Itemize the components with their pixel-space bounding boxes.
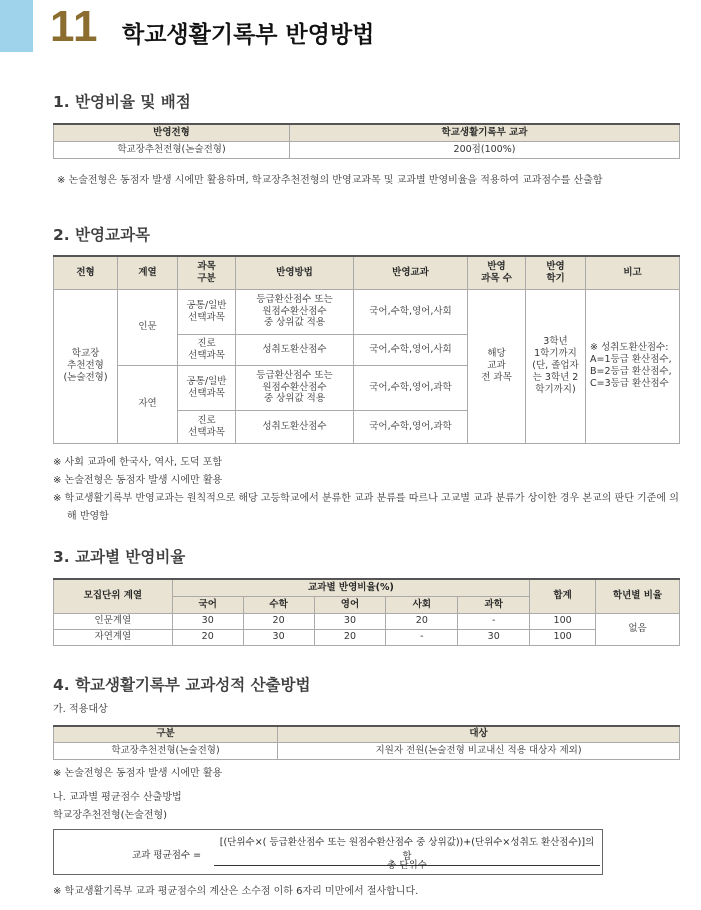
subjects-header-count: 반영 과목 수 bbox=[468, 256, 526, 289]
ratios-cell-value: - bbox=[386, 629, 458, 645]
section-ratios bbox=[53, 545, 680, 646]
ratio-header-type: 반영전형 bbox=[54, 124, 290, 141]
ratios-subject-header: 과학 bbox=[458, 596, 530, 613]
ratios-cell-unit: 인문계열 bbox=[54, 613, 173, 629]
subjects-cell-remark: ※ 성취도환산점수: A=1등급 환산점수, B=2등급 환산점수, C=3등급 환산점수 bbox=[586, 289, 680, 443]
subjects-cell-method: 성취도환산점수 bbox=[236, 410, 354, 443]
target-header-target: 대상 bbox=[278, 726, 680, 742]
subjects-cell-category: 진로 선택과목 bbox=[178, 334, 236, 365]
ratios-table bbox=[53, 578, 680, 646]
section-2-note: ※ 학교생활기록부 반영교과는 원칙적으로 해당 고등학교에서 분류한 교과 분류를 따르나 고교별 교과 분류가 상이한 경우 본교의 판단 기준에 의해 반영함 bbox=[53, 492, 679, 522]
section-subjects bbox=[53, 223, 680, 526]
subjects-cell-category: 공통/일반 선택과목 bbox=[178, 365, 236, 410]
section-2-note: ※ 논술전형은 동점자 발생 시에만 활용 bbox=[53, 474, 223, 486]
subjects-cell-track: 자연 bbox=[118, 365, 178, 443]
subjects-header-type: 전형 bbox=[54, 256, 118, 289]
formula-box bbox=[53, 829, 603, 875]
ratios-cell-grade: 없음 bbox=[596, 613, 680, 645]
section-2-heading: 2. 반영교과목 bbox=[53, 226, 150, 244]
ratios-header-ratio: 교과별 반영비율(%) bbox=[172, 579, 529, 596]
subsection-a-label: 가. 적용대상 bbox=[53, 704, 108, 715]
section-3-heading: 3. 교과별 반영비율 bbox=[53, 548, 186, 566]
subjects-cell-method: 등급환산점수 또는 원점수환산점수 중 상위값 적용 bbox=[236, 365, 354, 410]
ratio-header-record: 학교생활기록부 교과 bbox=[290, 124, 680, 141]
section-4-heading: 4. 학교생활기록부 교과성적 산출방법 bbox=[53, 676, 311, 694]
subjects-header-track: 계열 bbox=[118, 256, 178, 289]
ratios-header-unit: 모집단위 계열 bbox=[54, 579, 173, 613]
formula-label: 교과 평균점수 = bbox=[132, 849, 202, 861]
ratios-cell-value: 30 bbox=[243, 629, 314, 645]
subjects-cell-count: 해당 교과 전 과목 bbox=[468, 289, 526, 443]
formula-numerator: [(단위수×( 등급환산점수 또는 원점수환산점수 중 상위값))+(단위수×성취도 환산점수)]의 합 bbox=[214, 834, 600, 866]
target-table bbox=[53, 725, 680, 760]
page-title: 학교생활기록부 반영방법 bbox=[122, 22, 375, 48]
subjects-cell-type: 학교장 추천전형 (논술전형) bbox=[54, 289, 118, 443]
subjects-cell-category: 공통/일반 선택과목 bbox=[178, 289, 236, 334]
section-4-note: ※ 논술전형은 동점자 발생 시에만 활용 bbox=[53, 767, 223, 779]
ratio-table bbox=[53, 123, 680, 159]
target-cell-category: 학교장추천전형(논술전형) bbox=[54, 742, 278, 759]
section-1-note: ※ 논술전형은 동점자 발생 시에만 활용하며, 학교장추천전형의 반영교과목 및 교과별 반영비율을 적용하여 교과점수를 산출함 bbox=[57, 174, 603, 186]
ratios-header-total: 합계 bbox=[530, 579, 596, 613]
ratios-cell-total: 100 bbox=[530, 629, 596, 645]
ratios-cell-value: - bbox=[458, 613, 530, 629]
section-ratio bbox=[53, 90, 680, 190]
subjects-header-method: 반영방법 bbox=[236, 256, 354, 289]
subjects-header-semester: 반영 학기 bbox=[526, 256, 586, 289]
chapter-side-bar bbox=[0, 0, 33, 52]
subjects-cell-semester: 3학년 1학기까지 (단, 졸업자 는 3학년 2 학기까지) bbox=[526, 289, 586, 443]
ratios-cell-total: 100 bbox=[530, 613, 596, 629]
final-note: ※ 학교생활기록부 교과 평균점수의 계산은 소수점 이하 6자리 미만에서 절사합니다. bbox=[53, 885, 419, 897]
subjects-cell-subjects: 국어,수학,영어,과학 bbox=[354, 410, 468, 443]
formula-denominator: 총 단위수 bbox=[387, 859, 427, 871]
subjects-cell-method: 성취도환산점수 bbox=[236, 334, 354, 365]
section-2-note: ※ 사회 교과에 한국사, 역사, 도덕 포함 bbox=[53, 456, 223, 468]
ratios-header-grade: 학년별 비율 bbox=[596, 579, 680, 613]
section-1-heading: 1. 반영비율 및 배점 bbox=[53, 93, 191, 111]
ratios-cell-value: 20 bbox=[172, 629, 243, 645]
subjects-cell-subjects: 국어,수학,영어,사회 bbox=[354, 289, 468, 334]
ratios-cell-value: 30 bbox=[458, 629, 530, 645]
ratios-cell-value: 30 bbox=[172, 613, 243, 629]
section-calculation bbox=[53, 673, 680, 901]
ratios-cell-unit: 자연계열 bbox=[54, 629, 173, 645]
ratios-cell-value: 20 bbox=[386, 613, 458, 629]
ratios-cell-value: 20 bbox=[314, 629, 386, 645]
ratios-subject-header: 국어 bbox=[172, 596, 243, 613]
subjects-cell-subjects: 국어,수학,영어,과학 bbox=[354, 365, 468, 410]
subjects-header-subjects: 반영교과 bbox=[354, 256, 468, 289]
subjects-cell-subjects: 국어,수학,영어,사회 bbox=[354, 334, 468, 365]
ratios-subject-header: 수학 bbox=[243, 596, 314, 613]
subsection-b-target: 학교장추천전형(논술전형) bbox=[53, 809, 168, 821]
chapter-number: 11 bbox=[50, 2, 99, 51]
subjects-table bbox=[53, 255, 680, 444]
subjects-cell-category: 진로 선택과목 bbox=[178, 410, 236, 443]
subjects-header-remark: 비고 bbox=[586, 256, 680, 289]
ratios-subject-header: 영어 bbox=[314, 596, 386, 613]
ratios-cell-value: 20 bbox=[243, 613, 314, 629]
ratios-subject-header: 사회 bbox=[386, 596, 458, 613]
subjects-cell-track: 인문 bbox=[118, 289, 178, 365]
target-header-category: 구분 bbox=[54, 726, 278, 742]
target-cell-target: 지원자 전원(논술전형 비교내신 적용 대상자 제외) bbox=[278, 742, 680, 759]
subsection-b-label: 나. 교과별 평균점수 산출방법 bbox=[53, 791, 182, 803]
ratio-cell-score: 200점(100%) bbox=[290, 141, 680, 158]
ratios-cell-value: 30 bbox=[314, 613, 386, 629]
ratio-cell-type: 학교장추천전형(논술전형) bbox=[54, 141, 290, 158]
subjects-cell-method: 등급환산점수 또는 원점수환산점수 중 상위값 적용 bbox=[236, 289, 354, 334]
subjects-header-category: 과목 구분 bbox=[178, 256, 236, 289]
